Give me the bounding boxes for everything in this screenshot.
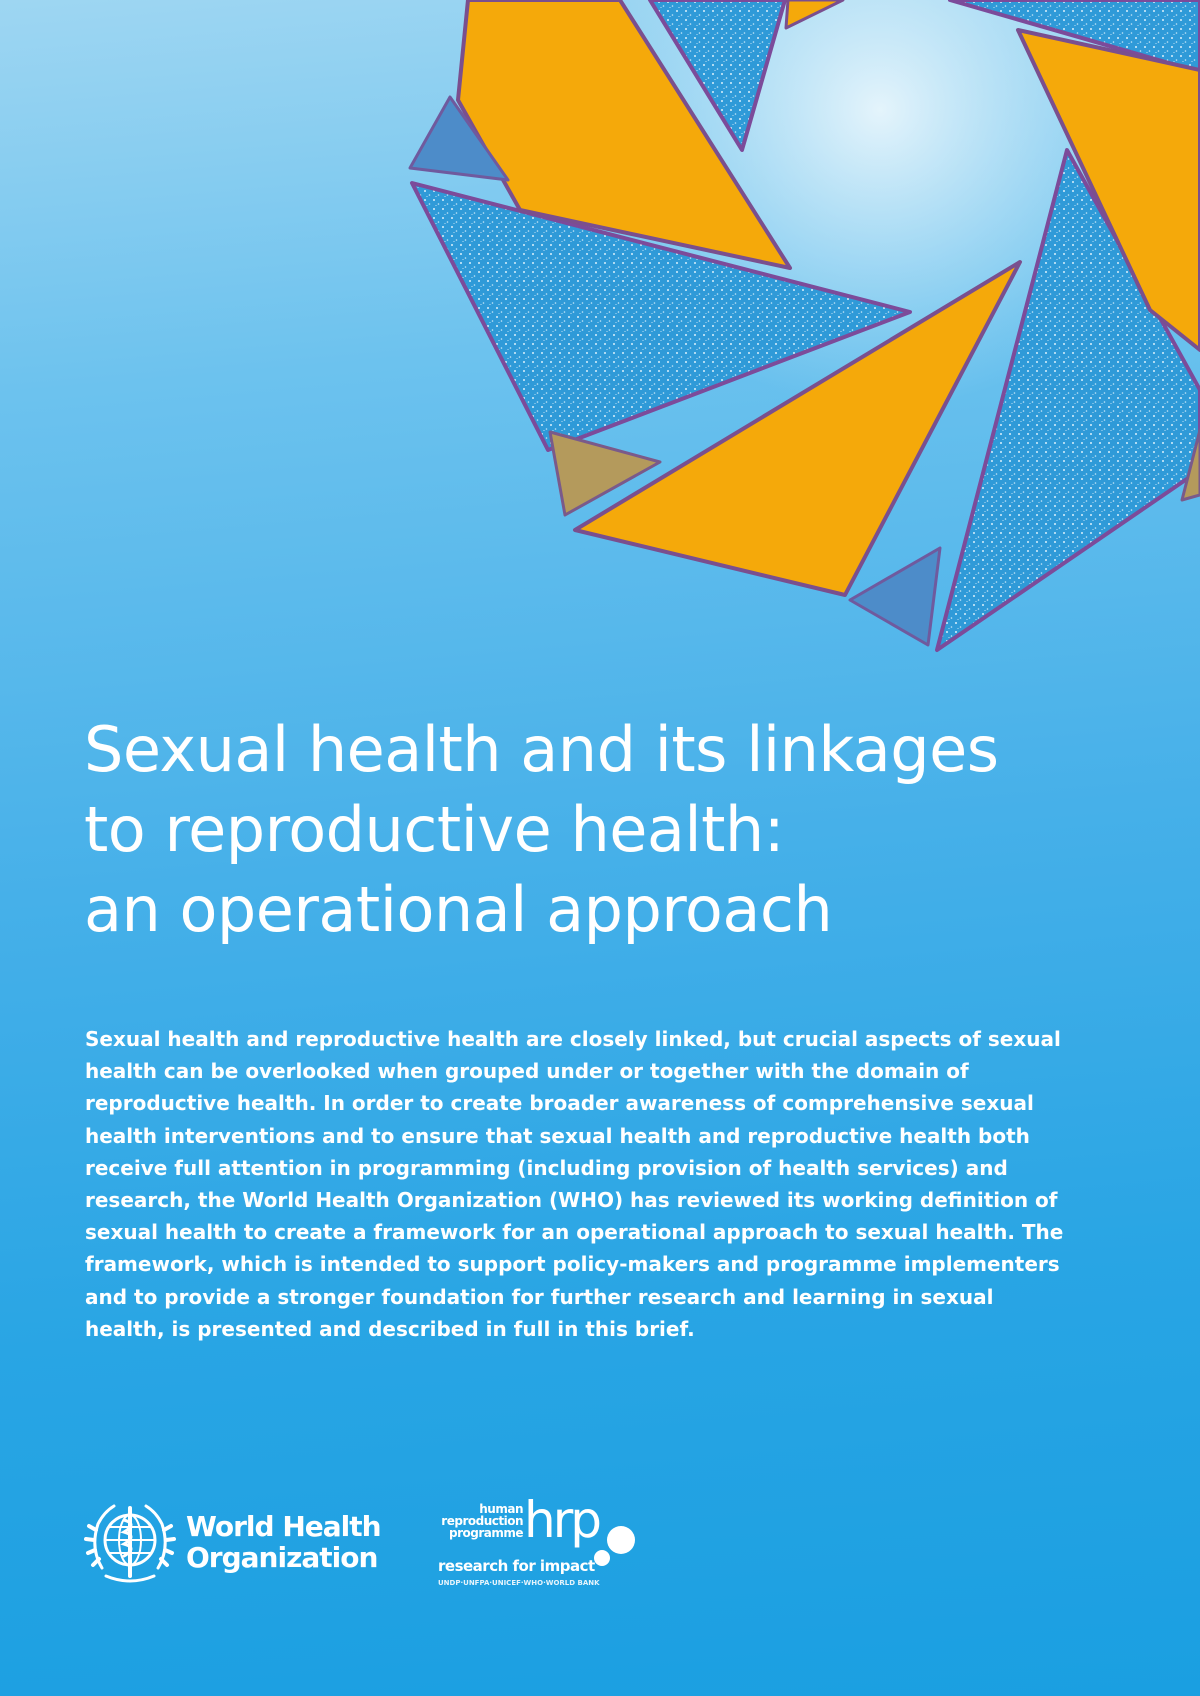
hrp-name-line: human <box>479 1502 523 1516</box>
summary-line: framework, which is intended to support policy-makers and programme implementers <box>85 1252 1060 1277</box>
hrp-name-line: programme <box>448 1526 523 1540</box>
summary-line: and to provide a stronger foundation for further research and learning in sexual <box>85 1284 994 1309</box>
hrp-tagline: research for impact <box>438 1557 595 1575</box>
title-line: Sexual health and its linkages <box>84 713 999 786</box>
who-name-line: World Health <box>186 1510 381 1543</box>
hrp-dots-icon <box>588 1518 638 1568</box>
summary-line: Sexual health and reproductive health are closely linked, but crucial aspects of sexual <box>85 1027 1061 1051</box>
summary-line: health can be overlooked when grouped under or together with the domain of <box>85 1059 969 1084</box>
summary-line: health, is presented and described in full in this brief. <box>85 1316 695 1341</box>
summary-paragraph <box>85 1023 1105 1345</box>
hrp-logo <box>438 1491 668 1595</box>
hrp-programme-name <box>438 1503 523 1539</box>
summary-line: reproductive health. In order to create broader awareness of comprehensive sexual <box>85 1091 1034 1116</box>
title-line: to reproductive health: <box>84 793 785 866</box>
who-name <box>186 1511 381 1573</box>
summary-line: receive full attention in programming (including provision of health services) and <box>85 1155 1008 1180</box>
who-name-line: Organization <box>186 1541 378 1574</box>
hrp-sponsors: UNDP·UNFPA·UNICEF·WHO·WORLD BANK <box>438 1579 600 1587</box>
title-line: an operational approach <box>84 873 833 946</box>
hrp-wordmark: hrp <box>524 1491 599 1549</box>
geometric-pattern-graphic <box>0 0 1200 700</box>
who-logo <box>84 1496 384 1588</box>
document-title <box>84 710 1104 950</box>
summary-line: research, the World Health Organization (WHO) has reviewed its working definition of <box>85 1188 1058 1213</box>
summary-line: sexual health to create a framework for an operational approach to sexual health. The <box>85 1220 1064 1245</box>
hrp-name-line: reproduction <box>441 1514 523 1528</box>
who-emblem-icon <box>84 1496 176 1588</box>
summary-line: health interventions and to ensure that sexual health and reproductive health both <box>85 1123 1030 1148</box>
